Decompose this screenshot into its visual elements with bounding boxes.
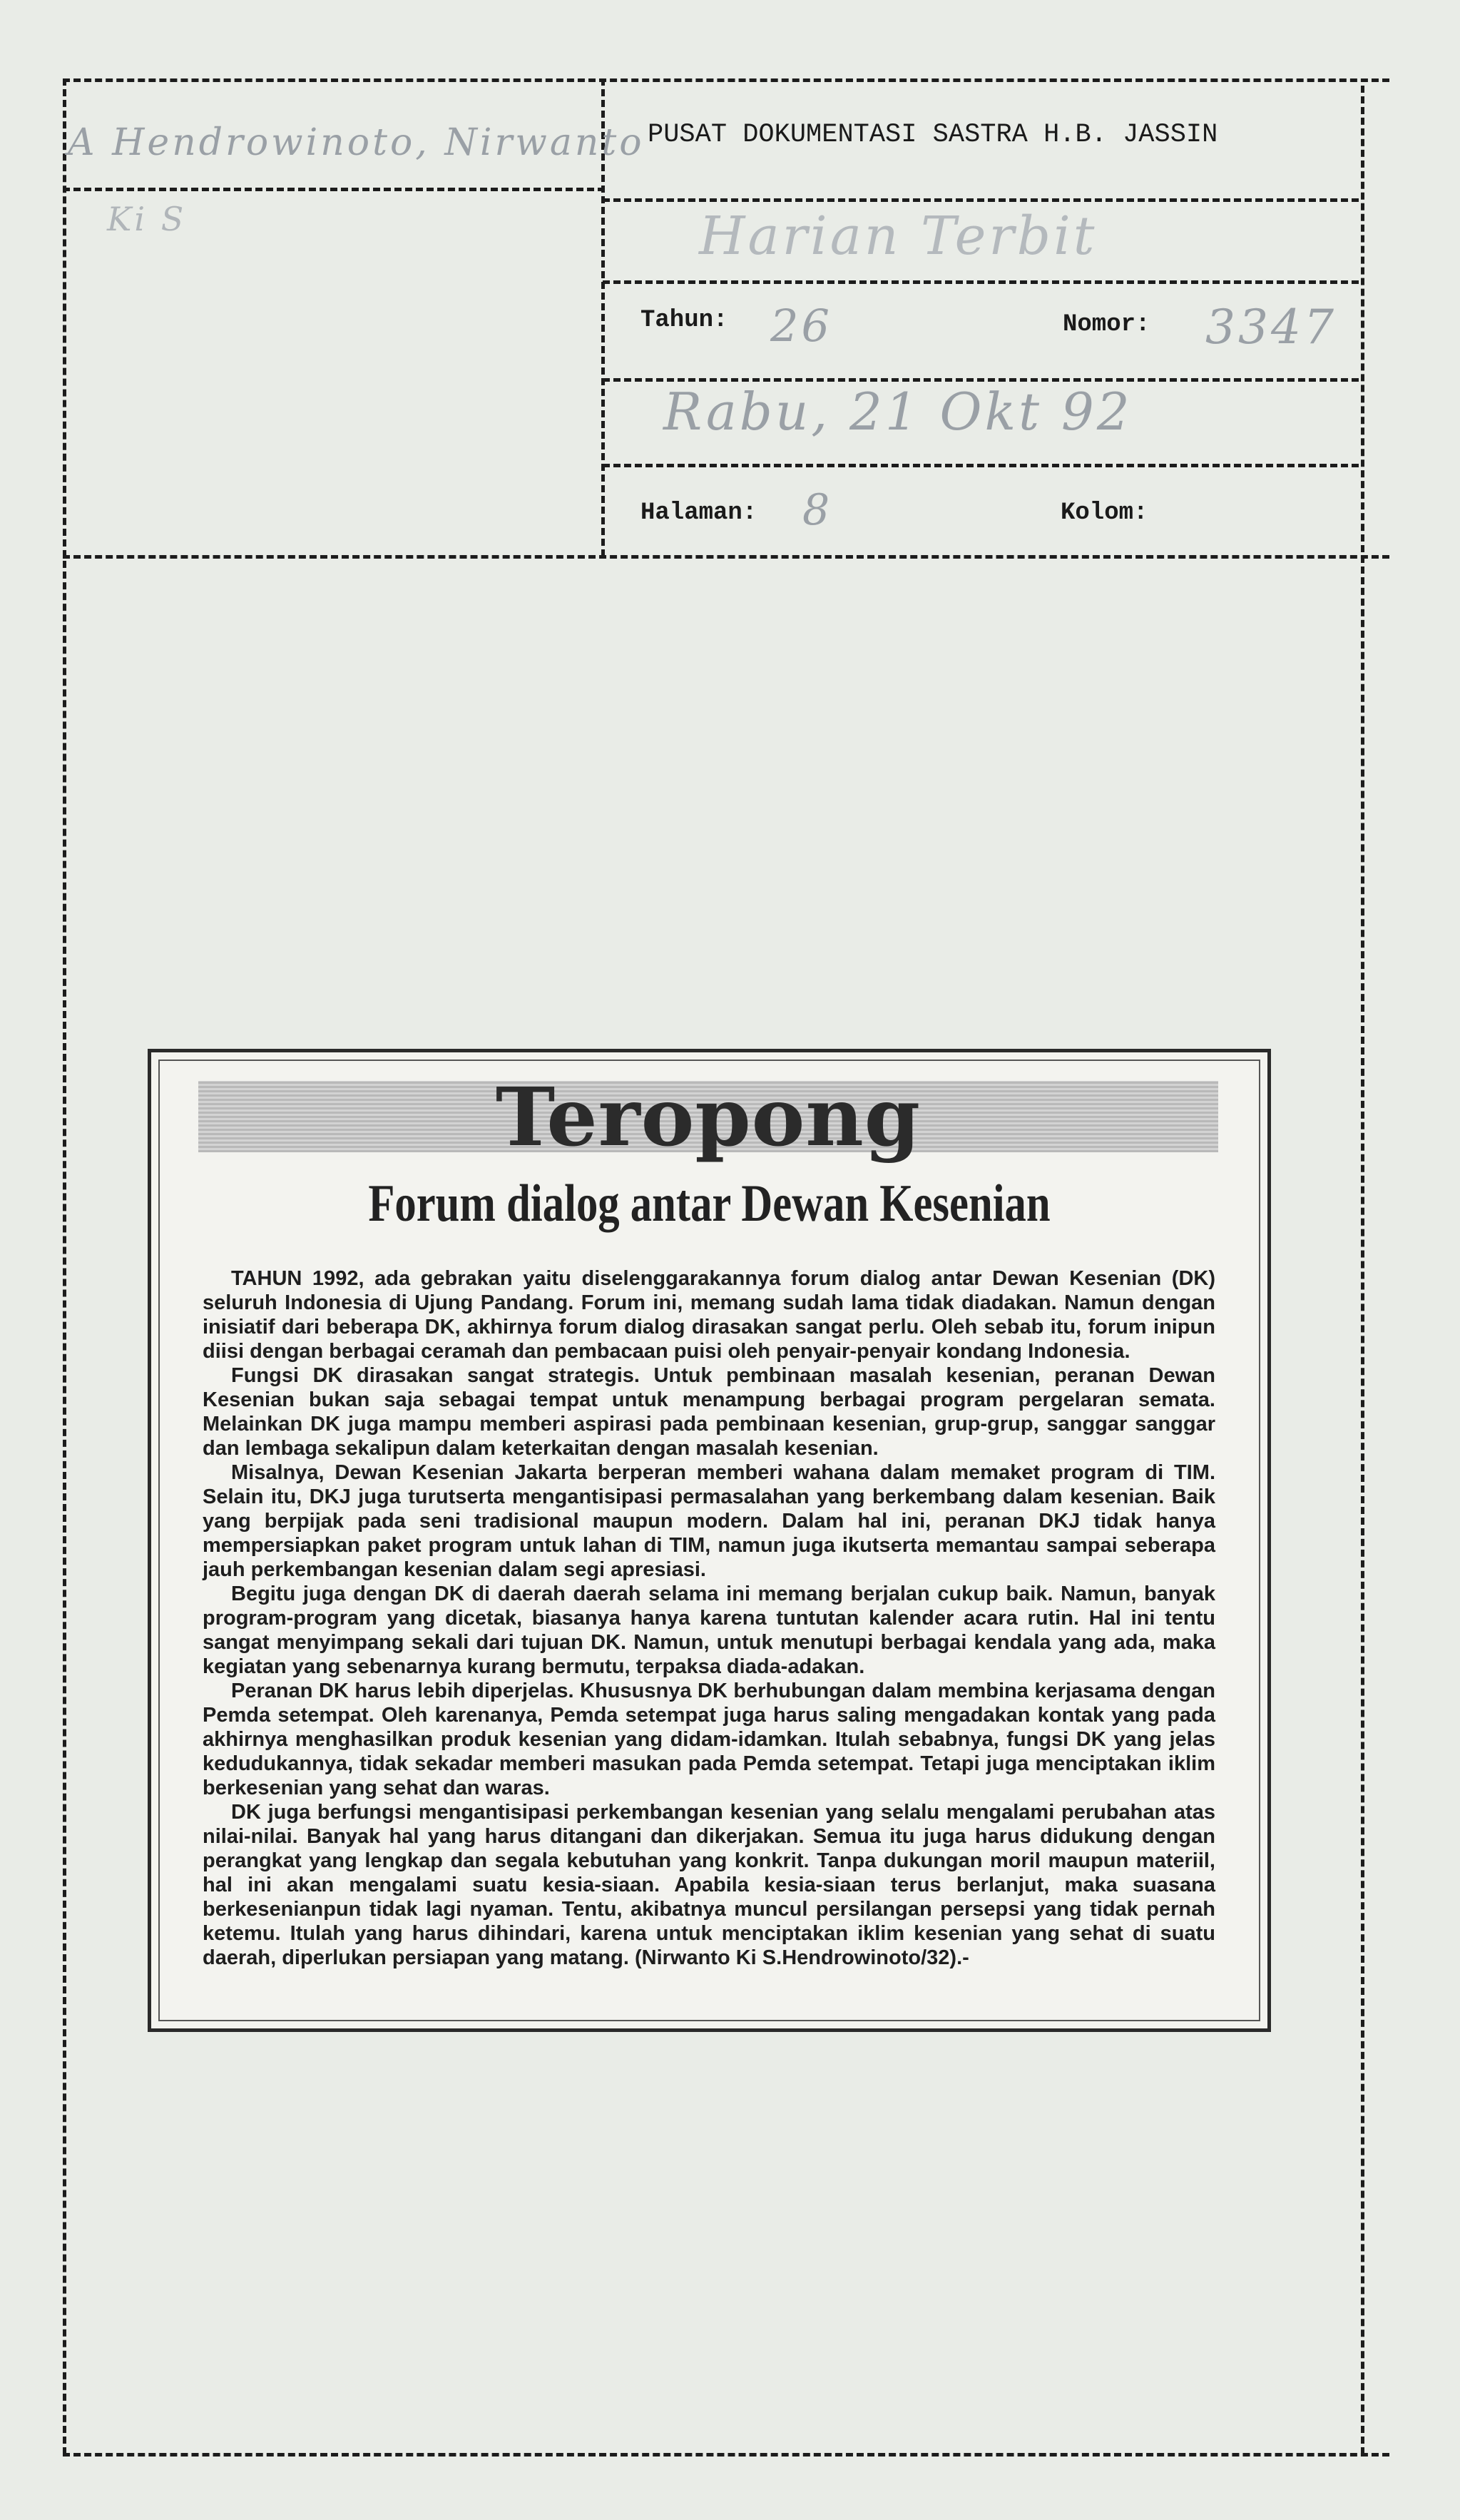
newspaper-clipping <box>148 1049 1271 2032</box>
article-body <box>203 1266 1215 1970</box>
form-left-border <box>63 78 66 2454</box>
article-headline: Forum dialog antar Dewan Kesenian <box>368 1174 1051 1233</box>
article-paragraph: Misalnya, Dewan Kesenian Jakarta berperan memberi wahana dalam memaket program di TIM. Selain itu, DKJ juga turutserta mengantisipasi permasalahan yang berkembang dalam kesenian. Baik yang berpijak pada seni tradisional maupun modern. Dalam hal ini, peranan DKJ tidak hanya mempersiapkan paket program untuk lahan di TIM, namun juga ikutserta memantau sampai seberapa jauh perkembangan kesenian dalam segi apresiasi. <box>203 1461 1215 1581</box>
form-bottom-border <box>63 2453 1389 2457</box>
section-title: Teropong <box>495 1071 922 1164</box>
halaman-label: Halaman: <box>640 499 757 527</box>
form-top-border <box>63 78 1389 82</box>
article-paragraph: Fungsi DK dirasakan sangat strategis. Untuk pembinaan masalah kesenian, peranan Dewan Kesenian bukan saja sebagai tempat untuk menampung berbagai program pergelaran semata. Melainkan DK juga mampu memberi aspirasi pada pembinaan kesenian, grup-grup, sanggar sanggar dan lembaga sekalipun dalam keterkaitan dengan masalah kesenian. <box>203 1364 1215 1460</box>
institution-name: PUSAT DOKUMENTASI SASTRA H.B. JASSIN <box>648 120 1218 150</box>
left-note-line2: Ki S <box>107 200 187 238</box>
article-paragraph <box>203 1800 1215 1970</box>
left-note-line1: A Hendrowinoto, Nirwanto <box>68 121 645 164</box>
left-note-divider <box>63 188 605 191</box>
form-right-border <box>1361 86 1364 2454</box>
article-paragraph: Peranan DK harus lebih diperjelas. Khususnya DK berhubungan dalam membina kerjasama dengan Pemda setempat. Oleh karenanya, Pemda setempat juga harus saling mengadakan kontak yang pada akhirnya menghasilkan produk kesenian yang didam-idamkan. Itulah sebabnya, fungsi DK yang jelas kedudukannya, tidak sekadar memberi masukan pada Pemda setempat. Tetapi juga menciptakan iklim berkesenian yang sehat dan waras. <box>203 1680 1215 1799</box>
article-paragraph: Begitu juga dengan DK di daerah daerah selama ini memang berjalan cukup baik. Namun, banyak program-program yang dicetak, biasanya hanya karena tuntutan kalender acara rutin. Hal ini tentu sangat menyimpang sekali dari tujuan DK. Namun, untuk menutupi berbagai kendala yang ada, maka kegiatan yang sebenarnya kurang bermutu, terpaksa diada-adakan. <box>203 1582 1215 1678</box>
header-bottom-border <box>63 555 1389 559</box>
publication-divider <box>603 280 1359 284</box>
article-paragraph-text: DK juga berfungsi mengantisipasi perkembangan kesenian yang selalu mengalami perubahan atas nilai-nilai. Banyak hal yang harus ditangani dan dikerjakan. Semua itu juga harus didukung dengan perangkat yang lengkap dan segala kebutuhan yang konkrit. Tanpa dukungan moril maupun materiil, hal ini akan mengalami suatu kesia-siaan. Apabila kesia-siaan terus berlanjut, maka suasana berkesenianpun tidak lagi nyaman. Tentu, akibatnya muncul persilangan persepsi yang tidak pernah ketemu. Itulah yang harus dihindari, karena untuk menciptakan iklim kesenian yang sehat di suatu daerah, diperlukan persiapan yang matang. <box>203 1801 1215 1969</box>
institution-divider <box>603 198 1359 202</box>
kolom-label: Kolom: <box>1061 499 1148 527</box>
halaman-value: 8 <box>802 485 833 535</box>
date-divider <box>603 464 1359 467</box>
section-masthead <box>198 1071 1218 1164</box>
nomor-value: 3347 <box>1205 300 1337 355</box>
date-value: Rabu, 21 Okt 92 <box>663 382 1133 442</box>
nomor-label: Nomor: <box>1063 311 1150 338</box>
article-paragraph: TAHUN 1992, ada gebrakan yaitu diselenggarakannya forum dialog antar Dewan Kesenian (DK) seluruh Indonesia di Ujung Pandang. Forum ini, memang sudah lama tidak diadakan. Namun dengan inisiatif dari beberapa DK, akhirnya forum dialog dirasakan sangat perlu. Oleh sebab itu, forum inipun diisi dengan berbagai ceramah dan pembacaan puisi oleh penyair-penyair kondang Indonesia. <box>203 1267 1215 1363</box>
article-byline: (Nirwanto Ki S.Hendrowinoto/32).- <box>634 1946 969 1969</box>
tahun-value: 26 <box>770 300 832 352</box>
tahun-label: Tahun: <box>640 307 728 334</box>
publication-name: Harian Terbit <box>699 205 1098 267</box>
